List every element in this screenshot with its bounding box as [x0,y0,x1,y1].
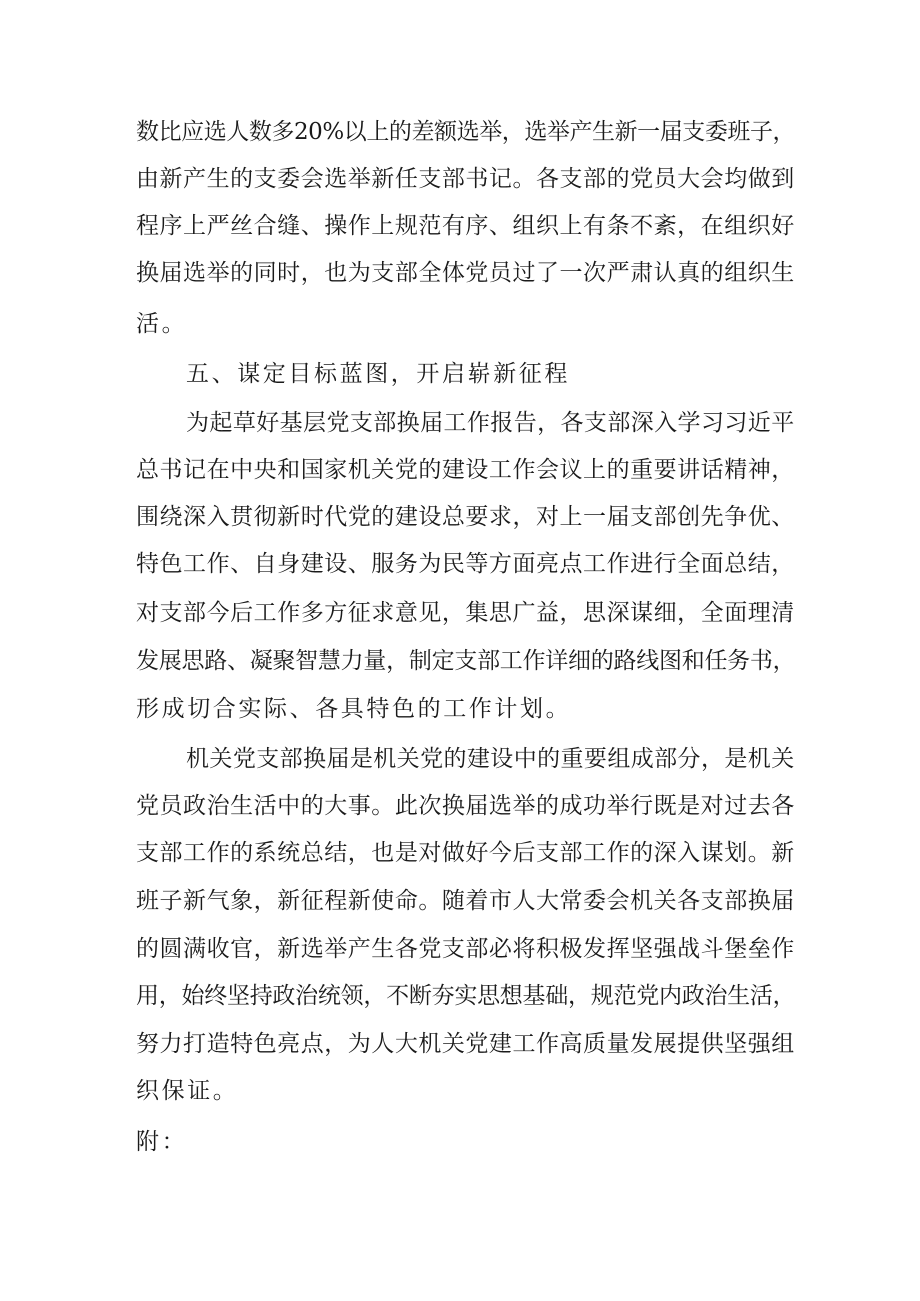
appendix-label: 附： [136,1129,188,1155]
paragraph-line: 发展思路、凝聚智慧力量，制定支部工作详细的路线图和任务书， [136,648,796,674]
paragraph-line: 机关党支部换届是机关党的建设中的重要组成部分，是机关 [186,746,795,772]
paragraph-line: 形成切合实际、各具特色的工作计划。 [136,696,572,722]
paragraph-line: 织保证。 [136,1078,239,1104]
paragraph-line: 用，始终坚持政治统领，不断夯实思想基础，规范党内政治生活， [136,983,796,1009]
paragraph-line: 对支部今后工作多方征求意见，集思广益，思深谋细，全面理清 [136,600,795,626]
paragraph-line: 数比应选人数多20%以上的差额选举，选举产生新一届支委班子， [136,119,796,145]
paragraph-line: 的圆满收官，新选举产生各党支部必将积极发挥坚强战斗堡垒作 [136,936,795,962]
paragraph-line: 程序上严丝合缝、操作上规范有序、组织上有条不紊，在组织好 [136,213,795,239]
paragraph-line: 换届选举的同时，也为支部全体党员过了一次严肃认真的组织生 [136,260,795,286]
paragraph-line: 活。 [136,311,188,337]
paragraph-line: 由新产生的支委会选举新任支部书记。各支部的党员大会均做到 [136,166,795,192]
paragraph-line: 为起草好基层党支部换届工作报告，各支部深入学习习近平 [186,410,795,436]
paragraph-line: 支部工作的系统总结，也是对做好今后支部工作的深入谋划。新 [136,840,795,866]
paragraph-line: 围绕深入贯彻新时代党的建设总要求，对上一届支部创先争优、 [136,504,795,530]
paragraph-line: 努力打造特色亮点，为人大机关党建工作高质量发展提供坚强组 [136,1031,795,1057]
paragraph-line: 特色工作、自身建设、服务为民等方面亮点工作进行全面总结， [136,551,795,577]
paragraph-line: 班子新气象，新征程新使命。随着市人大常委会机关各支部换届 [136,888,795,914]
paragraph-line: 党员政治生活中的大事。此次换届选举的成功举行既是对过去各 [136,793,795,819]
paragraph-line: 总书记在中央和国家机关党的建设工作会议上的重要讲话精神， [136,457,795,483]
section-heading: 五、谋定目标蓝图，开启崭新征程 [186,361,570,387]
